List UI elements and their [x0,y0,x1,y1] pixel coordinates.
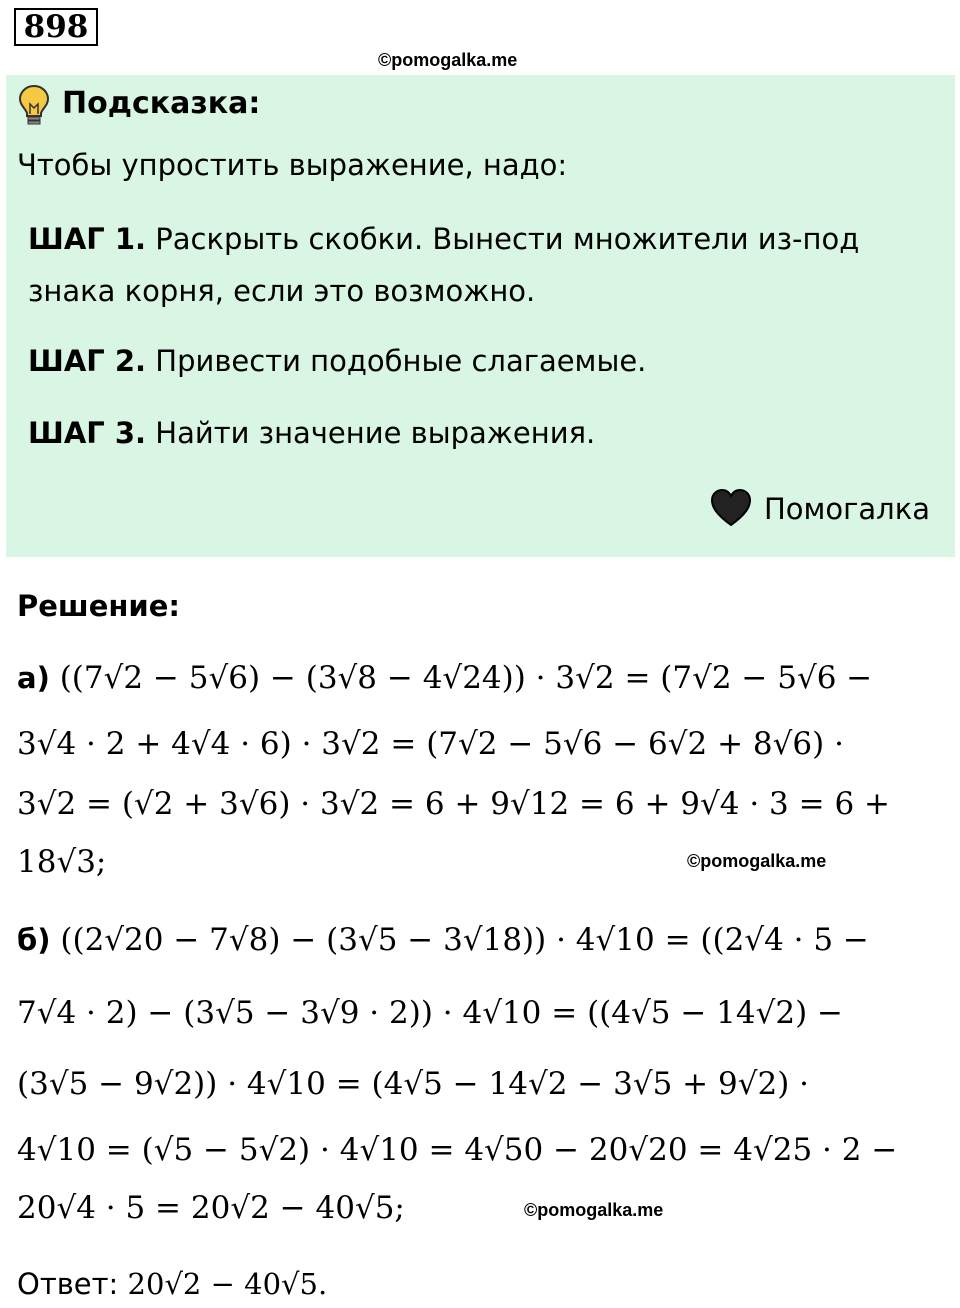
answer [17,1266,327,1302]
step-2 [28,343,646,379]
part-a-line-2: 3√4 · 2 + 4√4 · 6) · 3√2 = (7√2 − 5√6 − 6√2 + 8√6) · [17,726,844,762]
part-b-expr-1: ((2√20 − 7√8) − (3√5 − 3√18)) · 4√10 = ((2√4 · 5 − [60,922,869,958]
part-a-expr-1: ((7√2 − 5√6) − (3√8 − 4√24)) · 3√2 = (7√2 − 5√6 − [59,660,873,696]
part-b-line-2: 7√4 · 2) − (3√5 − 3√9 · 2)) · 4√10 = ((4√5 − 14√2) − [17,995,843,1031]
watermark: ©pomogalka.me [687,851,827,871]
solution-heading [17,588,180,624]
step-1-cont: знака корня, если это возможно. [28,274,536,308]
part-a-label: а) [17,661,50,695]
answer-label: Ответ: [17,1267,119,1301]
step-3-label: ШАГ 3. [28,416,147,450]
step-2-label: ШАГ 2. [28,344,147,378]
step-1 [28,221,859,257]
step-3-text: Найти значение выражения. [155,416,596,450]
watermark: ©pomogalka.me [378,50,518,70]
solution-heading-text: Решение: [17,589,181,623]
step-2-text: Привести подобные слагаемые. [155,344,647,378]
hint-title: Подсказка: [62,86,261,121]
watermark: ©pomogalka.me [524,1200,664,1220]
part-a-line-1 [17,656,872,700]
step-1-label: ШАГ 1. [28,222,147,256]
part-a-line-3: 3√2 = (√2 + 3√6) · 3√2 = 6 + 9√12 = 6 + 9√4 · 3 = 6 + [17,786,891,822]
problem-number: 898 [14,8,98,46]
part-b-label: б) [17,923,51,957]
heart-icon [710,488,752,528]
part-b-line-1 [17,918,869,962]
part-b-line-4: 4√10 = (√5 − 5√2) · 4√10 = 4√50 − 20√20 = 4√25 · 2 − [17,1132,898,1168]
part-b-line-5: 20√4 · 5 = 20√2 − 40√5; [17,1190,405,1226]
part-b-line-3: (3√5 − 9√2)) · 4√10 = (4√5 − 14√2 − 3√5 + 9√2) · [17,1066,809,1102]
lightbulb-icon [16,84,52,126]
part-a-line-4: 18√3; [17,844,107,880]
step-3 [28,415,595,451]
hint-intro: Чтобы упростить выражение, надо: [17,148,568,182]
step-1-text: Раскрыть скобки. Вынести множители из-под [155,222,860,256]
answer-value: 20√2 − 40√5. [127,1267,328,1301]
brand-name: Помогалка [764,492,930,526]
